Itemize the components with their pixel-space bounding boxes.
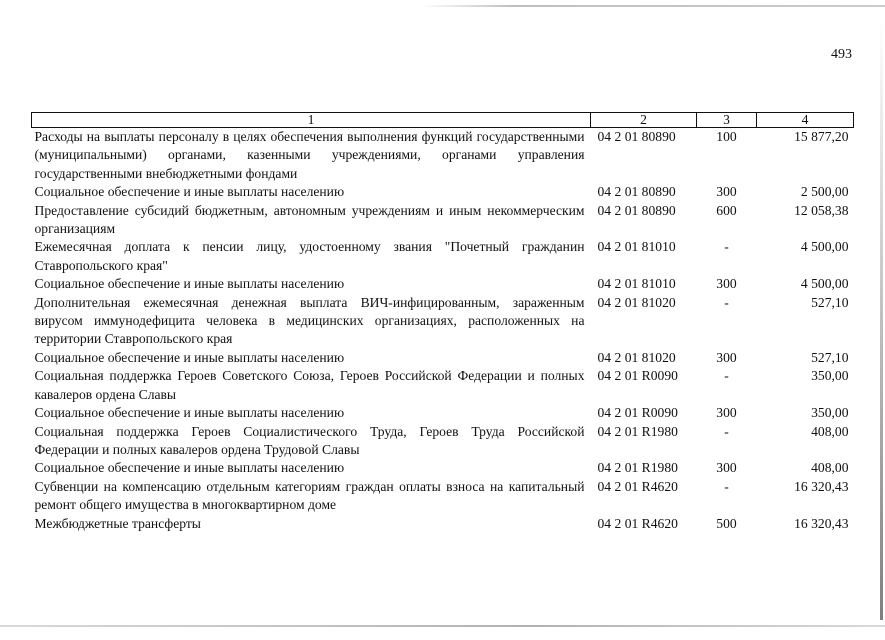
row-description: Расходы на выплаты персоналу в целях обеспечения выполнения функций государственными (муниципальными) органами, казенными учреждениями, органами управления государственными внебюджетными фондами (34, 129, 585, 181)
row-description: Межбюджетные трансферты (34, 515, 201, 531)
table-header (32, 113, 854, 128)
row-type: - (724, 294, 729, 310)
row-code: 04 2 01 R1980 (597, 460, 678, 476)
row-amount: 408,00 (811, 460, 849, 476)
table-row (32, 349, 854, 367)
row-description: Социальное обеспечение и иные выплаты населению (34, 276, 345, 292)
row-type: 300 (716, 349, 737, 365)
table-body (32, 128, 854, 533)
row-type: - (724, 239, 729, 255)
scan-edge-right (880, 20, 883, 620)
row-code: 04 2 01 R0090 (597, 405, 678, 421)
table-row (32, 515, 854, 533)
row-description: Социальная поддержка Героев Советского Союза, Героев Российской Федерации и полных кавалеров ордена Славы (34, 368, 585, 402)
row-amount: 350,00 (811, 368, 849, 384)
row-type: 500 (716, 515, 737, 531)
table-row (32, 275, 854, 293)
row-amount: 527,10 (811, 349, 849, 365)
row-code: 04 2 01 81010 (597, 276, 676, 292)
table-row (32, 238, 854, 275)
table-row (32, 367, 854, 404)
row-type: 300 (716, 405, 737, 421)
header-row (32, 113, 854, 128)
header-col-3: 3 (697, 113, 757, 128)
row-type: - (724, 368, 729, 384)
row-amount: 4 500,00 (800, 276, 849, 292)
row-amount: 4 500,00 (800, 239, 849, 255)
row-description: Дополнительная ежемесячная денежная выплата ВИЧ-инфицированным, зараженным вирусом иммунодефицита человека в медицинских организациях, расположенных на территории Ставропольского края (34, 294, 585, 347)
row-amount: 16 320,43 (794, 515, 849, 531)
row-type: 600 (716, 202, 737, 218)
table-row (32, 478, 854, 515)
row-type: 300 (716, 184, 737, 200)
table-row (32, 183, 854, 201)
row-description: Социальное обеспечение и иные выплаты населению (34, 349, 345, 365)
row-code: 04 2 01 R1980 (597, 423, 678, 439)
row-description: Предоставление субсидий бюджетным, автономным учреждениям и иным некоммерческим организациям (34, 202, 585, 237)
row-description: Социальная поддержка Героев Социалистического Труда, Героев Труда Российской Федерации и полных кавалеров ордена Трудовой Славы (34, 423, 585, 457)
row-description: Социальное обеспечение и иные выплаты населению (34, 405, 345, 421)
row-amount: 12 058,38 (794, 202, 849, 218)
row-amount: 527,10 (811, 294, 849, 310)
page-number: 493 (831, 47, 852, 62)
row-amount: 408,00 (811, 423, 849, 439)
row-type: 300 (716, 460, 737, 476)
table-row (32, 202, 854, 239)
scan-edge-top (420, 5, 885, 7)
header-col-4: 4 (757, 113, 854, 128)
table-row (32, 128, 854, 184)
table-row (32, 294, 854, 349)
row-description: Социальное обеспечение и иные выплаты населению (34, 184, 345, 200)
row-code: 04 2 01 81020 (597, 349, 676, 365)
row-amount: 350,00 (811, 405, 849, 421)
row-type: - (724, 423, 729, 439)
row-code: 04 2 01 R4620 (597, 478, 678, 494)
row-code: 04 2 01 R0090 (597, 368, 678, 384)
budget-table (31, 112, 854, 533)
row-amount: 2 500,00 (800, 184, 849, 200)
table-row (32, 459, 854, 477)
row-code: 04 2 01 80890 (597, 202, 676, 218)
row-code: 04 2 01 81020 (597, 294, 676, 310)
row-amount: 16 320,43 (794, 478, 849, 494)
row-type: 100 (716, 129, 737, 144)
row-code: 04 2 01 81010 (597, 239, 676, 255)
row-type: 300 (716, 276, 737, 292)
row-code: 04 2 01 80890 (597, 184, 676, 200)
row-amount: 15 877,20 (794, 129, 849, 144)
row-type: - (724, 478, 729, 494)
row-code: 04 2 01 80890 (597, 129, 676, 144)
row-description: Субвенции на компенсацию отдельным категориям граждан оплаты взноса на капитальный ремонт общего имущества в многоквартирном доме (34, 478, 585, 513)
row-description: Социальное обеспечение и иные выплаты населению (34, 460, 345, 476)
header-col-1: 1 (32, 113, 591, 128)
row-description: Ежемесячная доплата к пенсии лицу, удостоенному звания "Почетный гражданин Ставропольского края" (34, 239, 585, 273)
header-col-2: 2 (591, 113, 697, 128)
table-row (32, 404, 854, 422)
scan-edge-bottom (0, 625, 885, 627)
table-row (32, 423, 854, 460)
row-code: 04 2 01 R4620 (597, 515, 678, 531)
